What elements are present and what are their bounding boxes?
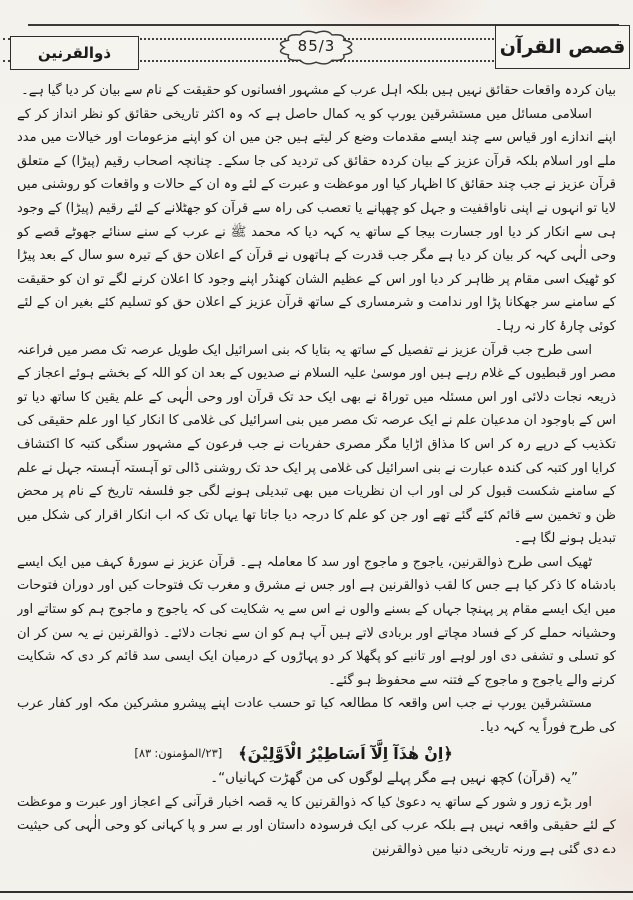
paragraph-dhulqarnayn-story: ٹھیک اسی طرح ذوالقرنین، یاجوج و ماجوج اور سد کا معاملہ ہے۔ قرآن عزیز نے سورۂ کہف میں ایک ایسے بادشاہ کا ذکر کیا ہے جس کا لقب ذوالقرنین ہے اور جس نے مشرق و مغرب تک فتوحات کیں اور دوران فتوحات میں ایک ایسے مقام پر پہنچا جہاں کے بسنے والوں نے اس سے یہ شکایت کی کہ یاجوج و ماجوج ہم کو ستاتے اور وحشیانہ حملے کر کے فساد مچاتے اور بربادی لاتے ہیں آپ ہم کو ان سے نجات دلائے۔ ذوالقرنین نے یہ سن کر ان کو تسلی و تشفی دی اور لوہے اور تانبے کو پگھلا کر دو پہاڑوں کے درمیان ایک ایسی سد قائم کر دی کہ شکایت کرنے والے یاجوج و ماجوج کے فتنہ سے محفوظ ہو گئے۔ [17, 554, 616, 688]
closing-paragraph: اور بڑے زور و شور کے ساتھ یہ دعویٰ کیا کہ ذوالقرنین کا یہ قصہ اخبار قرآنی کے اعجاز اور عبرت و موعظت کے لئے حقیقی واقعہ نہیں ہے بلکہ عرب کی ایک فرسودہ داستان اور بے سر و پا کہانی کو وحی الٰہی کی حیثیت دے دی گئی ہے ورنہ تاریخی دنیا میں ذوالقرنین [17, 794, 616, 857]
paragraph-orientalists-claim: مستشرقین یورپ نے جب اس واقعہ کا مطالعہ کیا تو حسب عادت اپنے پیشرو مشرکین مکہ اور کفار عرب کی طرح فوراً یہ کہہ دیا۔ [17, 696, 616, 736]
quran-verse: ﴿اِنْ هٰذَآ اِلَّآ اَسَاطِيْرُ الْاَوَّلِيْنَ﴾ [238, 743, 453, 763]
paragraph-bani-israel: اسی طرح جب قرآن عزیز نے تفصیل کے ساتھ یہ بتایا کہ بنی اسرائیل ایک طویل عرصہ تک مصر میں فراعنہ مصر اور قبطیوں کے غلام رہے ہیں اور موسیٰ علیہ السلام نے صدیوں کے بعد ان کو اللہ کے بخشے ہوئے اعجاز کے ذریعہ نجات دلائی اور اس مسئلہ میں توراۃ نے بھی ایک حد تک قرآن اور وحی الٰہی کے علم یقین کا ساتھ دیا تو اس کے باوجود ان مدعیان علم نے ایک عرصہ تک مصر میں بنی اسرائیل کی غلامی کا انکار کیا اور علم حقیقی کی تکذیب کے درپے رہ کر اس کا مذاق اڑایا مگر مصری حفریات نے جب فرعون کے مشہور سنگی کتبہ کا اکتشاف کرایا اور کتبہ کی کندہ عبارت نے بنی اسرائیل کی غلامی پر ایک حد تک روشنی ڈالی تو آہستہ آہستہ جہل نے علم کے سامنے شکست قبول کر لی اور اب ان نظریات میں بھی تبدیلی ہونے لگی جو فلسفہ تاریخ کے نام پر محض ظن و تخمین سے قائم کئے گئے تھے اور جن کو علم کا درجہ دیا جاتا تھا یہاں تک کہ اب انکار اقرار کی شکل میں تبدیل ہونے لگا ہے۔ [17, 342, 616, 547]
quran-verse-row [17, 740, 616, 768]
chapter-title-box [10, 36, 139, 70]
verse-translation: ”یہ (قرآن) کچھ نہیں ہے مگر پہلے لوگوں کی من گھڑت کہانیاں“۔ [210, 770, 578, 787]
verse-reference: [۲۳/المؤمنون: ۸۳] [134, 745, 223, 760]
chapter-title: ذوالقرنین [37, 44, 112, 62]
page-number-badge [271, 25, 363, 71]
paragraph-continuation: بیان کردہ واقعات حقائق نہیں ہیں بلکہ اہل عرب کے مشہور افسانوں کو حقیقت کے نام سے بیان کر دیا گیا ہے۔ [21, 83, 616, 98]
series-title: قصص القرآن [499, 36, 626, 58]
body-text [17, 79, 616, 871]
page-number: 85/3 [297, 37, 336, 55]
footer-rule [0, 891, 633, 893]
paragraph-orientalists: اسلامی مسائل میں مستشرقین یورپ کو یہ کمال حاصل ہے کہ وہ اکثر تاریخی حقائق کو نظر انداز کر کے اپنے اندازے اور قیاس سے چند ایسے مقدمات وضع کر لیتے ہیں جن میں ان کو اپنے مزعومات اور خیالات میں مدد ملے اور اسلام بلکہ قرآن عزیز کے بیان کردہ حقائق کی تردید کی جا سکے۔ چنانچہ اصحاب رقیم (پیڑا) کے متعلق قرآن عزیز نے جب چند حقائق کا اظہار کیا اور موعظت و عبرت کے لئے وہ ان کے حالات و واقعات کو روشنی میں لایا تو انہوں نے اپنی ناواقفیت و جہل کو چھپانے یا تعصب کی راہ سے قرآن کو جھٹلانے کے لئے رقیم (پیڑا) کے وجود ہی سے انکار کر دیا اور جسارت بیجا کے ساتھ یہ کہہ دیا کہ محمد ﷺ نے عرب کے سنے سنائے جھوٹے قصے کو وحی الٰہی کہہ کر بیان کر دیا ہے مگر جب قدرت کے ہاتھوں نے قرآن کے اعلان حق کے تیرہ سو سال کے بعد پیڑا کو ٹھیک اسی مقام پر ظاہر کر دیا اور اس کے عظیم الشان کھنڈر اپنے وجود کا اعلان کرنے لگے تو ان کو حقیقت کے سامنے سر جھکانا پڑا اور ندامت و شرمساری کے ساتھ قرآن عزیز کے اعلان حق کو تسلیم کئے بغیر ان کے لئے کوئی چارۂ کار نہ رہا۔ [17, 106, 616, 334]
series-title-box [495, 25, 630, 69]
